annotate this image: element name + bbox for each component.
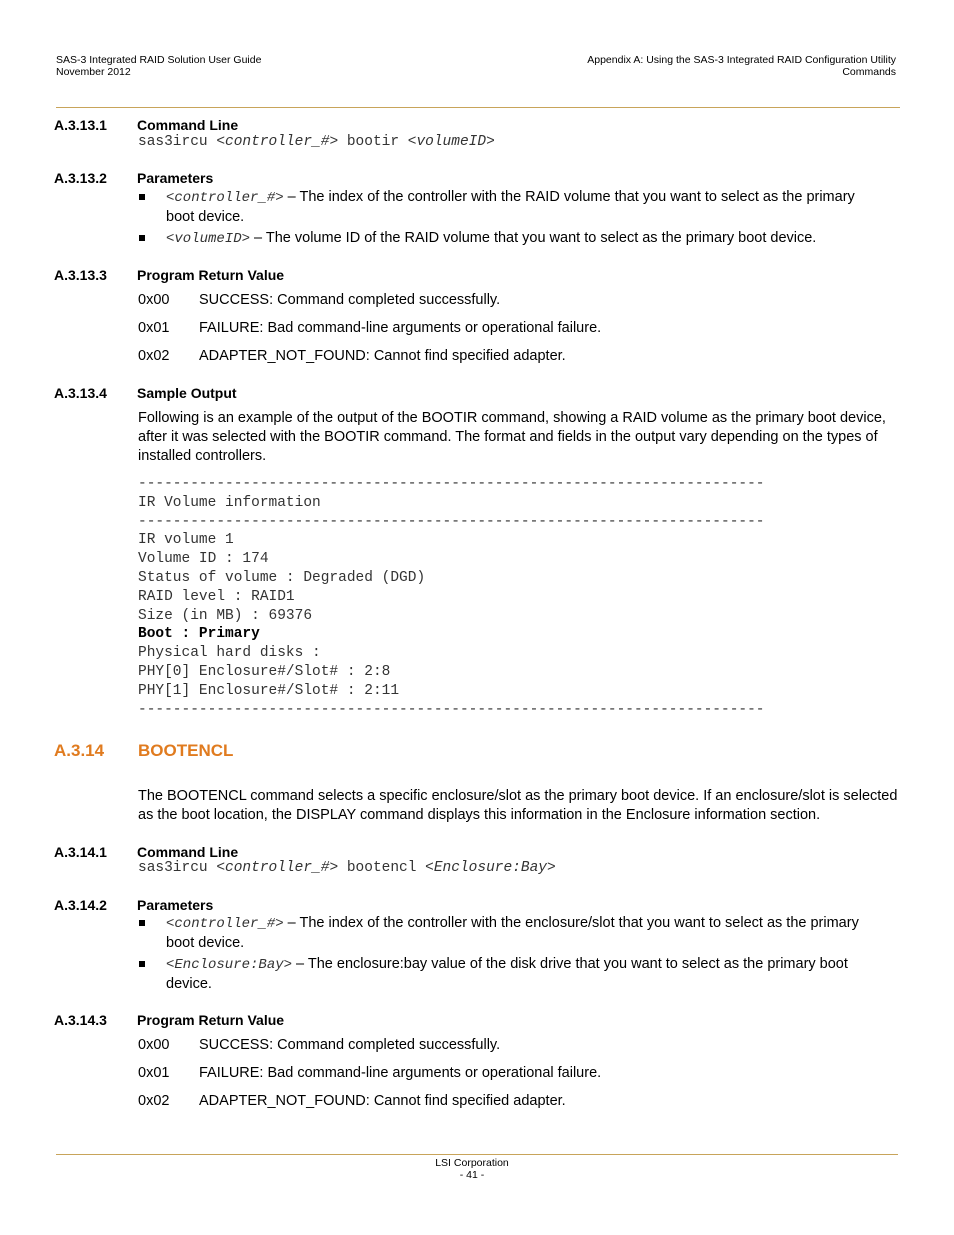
code-line-boot: Boot : Primary	[138, 626, 260, 643]
command-syntax: sas3ircu <controller_#> bootencl <Enclosure:Bay>	[138, 860, 556, 876]
code-line: Physical hard disks :	[138, 645, 321, 662]
code-line: RAID level : RAID1	[138, 588, 295, 605]
footer-rule	[56, 1154, 898, 1155]
section-title: Parameters	[137, 897, 214, 913]
section-description: The BOOTENCL command selects a specific enclosure/slot as the primary boot device. If an enclosure/slot is selected as the boot location, the DISPLAY command displays this information in the Enclosure information section.	[138, 788, 898, 823]
section-number: A.3.14.1	[54, 844, 107, 860]
return-desc: SUCCESS: Command completed successfully.	[199, 292, 501, 308]
code-line: ------------------------------------------------------------------------	[138, 513, 765, 530]
section-title: BOOTENCL	[138, 741, 234, 760]
doc-date: November 2012	[56, 66, 131, 78]
code-line: IR volume 1	[138, 532, 234, 549]
bullet-icon	[139, 235, 145, 241]
return-desc: FAILURE: Bad command-line arguments or operational failure.	[199, 320, 602, 336]
section-number: A.3.13.2	[54, 170, 107, 186]
bullet-icon	[139, 961, 145, 967]
return-desc: ADAPTER_NOT_FOUND: Cannot find specified adapter.	[199, 1093, 566, 1109]
chapter-subtitle: Commands	[842, 66, 896, 78]
page-number: - 41 -	[459, 1169, 485, 1181]
section-number: A.3.14.3	[54, 1012, 107, 1028]
section-number: A.3.13.3	[54, 267, 107, 283]
bullet-icon	[139, 920, 145, 926]
code-line: Size (in MB) : 69376	[138, 607, 313, 624]
return-code: 0x00	[138, 1037, 170, 1053]
section-title: Sample Output	[137, 385, 237, 401]
code-line: ------------------------------------------------------------------------	[138, 476, 765, 492]
section-title: Program Return Value	[137, 267, 285, 283]
section-number: A.3.14.2	[54, 897, 107, 913]
sample-output-block	[138, 475, 765, 719]
section-number: A.3.14	[54, 741, 105, 760]
param-item: <controller_#> – The index of the controller with the RAID volume that you want to select as the primary boot device.	[166, 189, 855, 225]
section-number: A.3.13.4	[54, 385, 107, 401]
return-desc: ADAPTER_NOT_FOUND: Cannot find specified adapter.	[199, 348, 566, 364]
return-code: 0x00	[138, 292, 170, 308]
return-code: 0x02	[138, 348, 170, 364]
code-line: Status of volume : Degraded (DGD)	[138, 569, 426, 586]
footer	[0, 1157, 944, 1181]
param-item: <Enclosure:Bay> – The enclosure:bay value of the disk drive that you want to select as the primary boot device.	[166, 956, 848, 992]
code-line: ------------------------------------------------------------------------	[138, 701, 765, 718]
return-code: 0x01	[138, 320, 170, 336]
return-desc: SUCCESS: Command completed successfully.	[199, 1037, 501, 1053]
company-name: LSI Corporation	[435, 1157, 509, 1169]
return-code: 0x02	[138, 1093, 170, 1109]
section-title: Program Return Value	[137, 1012, 285, 1028]
header-left	[56, 54, 261, 78]
return-code: 0x01	[138, 1065, 170, 1081]
command-syntax: sas3ircu <controller_#> bootir <volumeID>	[138, 134, 495, 150]
return-desc: FAILURE: Bad command-line arguments or operational failure.	[199, 1065, 602, 1081]
chapter-title: Appendix A: Using the SAS-3 Integrated RAID Configuration Utility	[587, 54, 896, 66]
section-title: Command Line	[137, 117, 239, 133]
param-item: <volumeID> – The volume ID of the RAID volume that you want to select as the primary boot device.	[166, 230, 817, 247]
section-number: A.3.13.1	[54, 117, 107, 133]
code-line: Volume ID : 174	[138, 551, 269, 568]
section-title: Parameters	[137, 170, 214, 186]
header-rule	[56, 107, 900, 108]
section-title: Command Line	[137, 844, 239, 860]
code-line: IR Volume information	[138, 494, 321, 511]
sample-description: Following is an example of the output of the BOOTIR command, showing a RAID volume as the primary boot device, after it was selected with the BOOTIR command. The format and fields in the output vary depending on the types of installed controllers.	[138, 410, 886, 464]
doc-title: SAS-3 Integrated RAID Solution User Guide	[56, 54, 262, 66]
header-right	[587, 54, 896, 78]
bullet-icon	[139, 194, 145, 200]
param-item: <controller_#> – The index of the controller with the enclosure/slot that you want to select as the primary boot device.	[166, 915, 859, 951]
code-line: PHY[1] Enclosure#/Slot# : 2:11	[138, 682, 400, 699]
code-line: PHY[0] Enclosure#/Slot# : 2:8	[138, 663, 391, 680]
